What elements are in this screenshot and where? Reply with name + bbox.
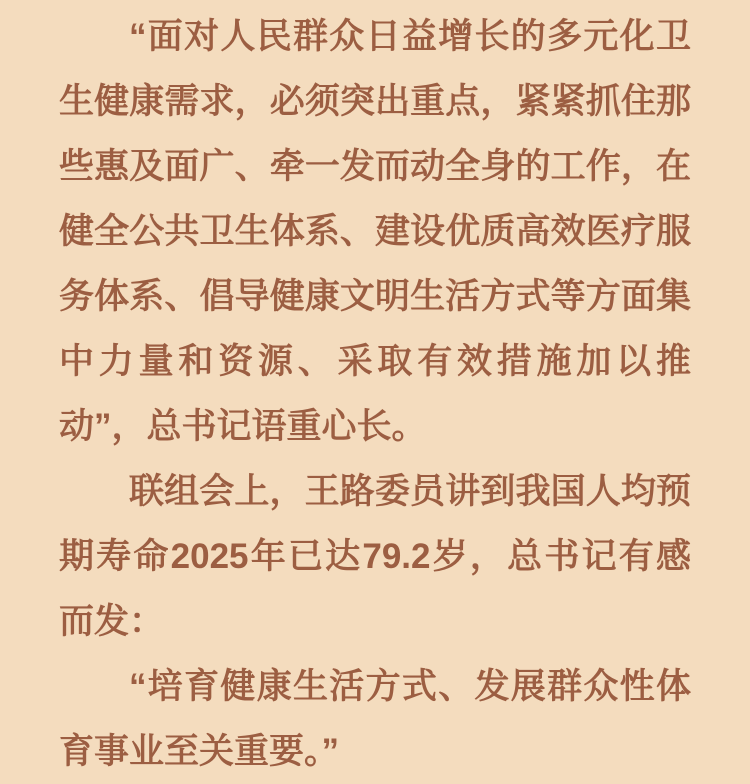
paragraph-healthy-lifestyle-quote: “培育健康生活方式、发展群众性体育事业至关重要。” [59,667,691,771]
article-body [59,0,691,784]
paragraph-general-secretary-quote: “面对人民群众日益增长的多元化卫生健康需求，必须突出重点，紧紧抓住那些惠及面广、牵一发而动全身的工作，在健全公共卫生体系、建设优质高效医疗服务体系、倡导健康文明生活方式等方面集中力量和资源、采取有效措施加以推动”，总书记语重心长。 [59,17,691,446]
paragraph-joint-group-meeting: 联组会上，王路委员讲到我国人均预期寿命2025年已达79.2岁，总书记有感而发： [59,472,691,641]
